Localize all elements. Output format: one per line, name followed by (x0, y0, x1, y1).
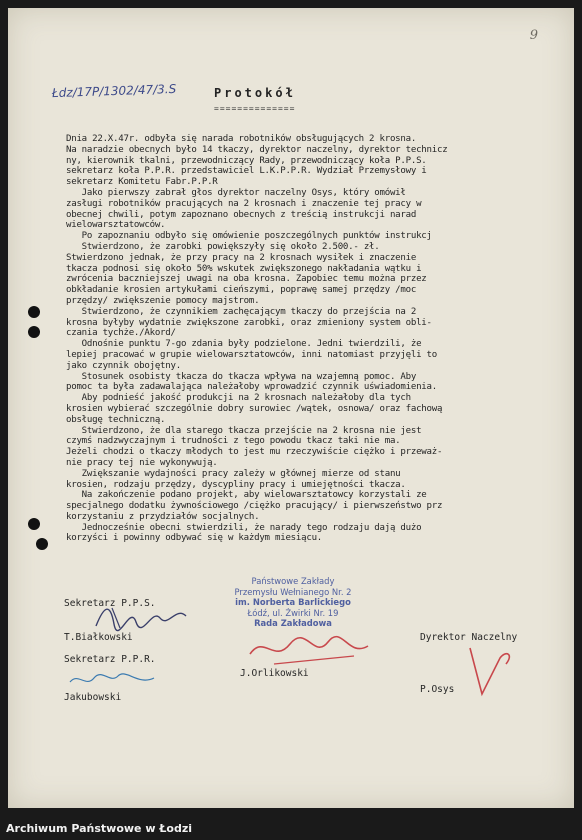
body-line: nie pracy tej nie wykonywują. (66, 457, 218, 468)
document-body (66, 134, 574, 544)
body-line: Zwiększanie wydajności pracy zależy w głównej mierze od stanu (66, 468, 401, 479)
pps-signature-scribble (92, 596, 192, 636)
director-title: Dyrektor Naczelny (420, 632, 518, 643)
body-line: obkładanie krosien artykułami cieńszymi, poprawę samej przędzy /moc (66, 285, 417, 296)
body-line: obsługę techniczną. (66, 414, 166, 425)
body-line: Aby podnieść jakość produkcji na 2 krosnach należałoby dla tych (66, 393, 411, 404)
body-line: czymś nadzwyczajnym i trudności z tego powodu tkacz taki nie ma. (66, 436, 401, 447)
body-line: czania tychże./Akord/ (66, 328, 176, 339)
document-page (8, 8, 574, 808)
rada-member-name: J.Orlikowski (240, 668, 309, 679)
stamp-line: Państwowe Zakłady (251, 576, 335, 586)
body-line: jako czynnik obojętny. (66, 360, 181, 371)
punch-hole (28, 518, 40, 530)
body-line: krosna byłyby wydatnie zwiększone zarobki, oraz zmieniony system obli- (66, 317, 432, 328)
body-line: tkacza podnosi się około 50% wskutek zwiększonego nakładania wątku i (66, 263, 422, 274)
ppr-secretary-title: Sekretarz P.P.R. (64, 654, 156, 665)
stamp-line: Przemysłu Wełnianego Nr. 2 (234, 586, 352, 597)
body-line: specjalnego dodatku żywnościowego /ciężko pracujący/ i pierwszeństwo prz (66, 501, 443, 512)
body-line: Odnośnie punktu 7-go zdania były podzielone. Jedni twierdzili, że (66, 339, 422, 350)
body-line: krosien, rodzaju przędzy, dyscypliny pracy i umiejętności tkacza. (66, 479, 406, 490)
body-line: zwrócenia baczniejszej uwagi na oba krosna. Zapobiec temu można przez (66, 274, 427, 285)
ppr-secretary-name: Jakubowski (64, 692, 122, 703)
body-line: krosien wybierać szczególnie dobry surowiec /wątek, osnowa/ oraz fachową (66, 403, 443, 414)
body-line: obecnej chwili, potym zapoznano obecnych z treścią instrukcji narad (66, 209, 417, 220)
institution-stamp (218, 576, 368, 629)
stamp-line: Łódź, ul. Żwirki Nr. 19 (247, 607, 339, 618)
body-line: pomoc ta była zadawalająca należałoby wprowadzić czynnik uświadomienia. (66, 382, 437, 393)
body-line: zasługi robotników pracujących na 2 krosnach i znaczenie tej pracy w (66, 198, 422, 209)
pps-secretary-name: T.Białkowski (64, 632, 133, 643)
rada-signature-scribble (244, 630, 374, 670)
director-name: P.Osys (420, 684, 455, 695)
body-line: Stwierdzono jednak, że przy pracy na 2 krosnach wysiłek i znaczenie (66, 252, 417, 263)
punch-hole (28, 326, 40, 338)
archive-footer (0, 808, 582, 840)
body-line: wielowarsztatowców. (66, 220, 166, 231)
body-line: Stosunek osobisty tkacza do tkacza wpływa na wzajemną pomoc. Aby (66, 371, 417, 382)
pps-secretary-title: Sekretarz P.P.S. (64, 598, 156, 609)
document-title: Protokół (214, 86, 296, 100)
ppr-signature-scribble (68, 668, 158, 692)
body-line: lepiej pracować w grupie wielowarsztatowców, inni natomiast przyjęli to (66, 349, 437, 360)
body-line: Na naradzie obecnych było 14 tkaczy, dyrektor naczelny, dyrektor technicz (66, 144, 448, 155)
body-line: Jednocześnie obecni stwierdzili, że narady tego rodzaju dają dużo (66, 522, 422, 533)
body-line: Dnia 22.X.47r. odbyła się narada robotników obsługujących 2 krosna. (66, 134, 417, 144)
body-line: Jako pierwszy zabrał głos dyrektor naczelny Osys, który omówił (66, 187, 406, 198)
stamp-line: Rada Zakładowa (254, 618, 332, 628)
body-line: ny, kierownik tkalni, przewodniczący Rady, przewodniczący koła P.P.S. (66, 155, 427, 166)
body-line: Stwierdzono, że czynnikiem zachęcającym tkaczy do przejścia na 2 (66, 306, 417, 317)
body-line: korzyści i powinny odbywać się w każdym miesiącu. (66, 533, 323, 544)
body-line: przędzy/ zwiększenie pomocy majstrom. (66, 295, 260, 306)
punch-hole (36, 538, 48, 550)
body-line: Na zakończenie podano projekt, aby wielowarsztatowcy korzystali ze (66, 490, 427, 501)
archive-label: Archiwum Państwowe w Łodzi (6, 822, 193, 835)
body-line: Jeżeli chodzi o tkaczy młodych to jest mu rzeczywiście ciężko i przeważ- (66, 447, 443, 458)
stamp-line: im. Norberta Barlickiego (235, 597, 351, 607)
archive-reference: Łdz/17P/1302/47/3.S (51, 81, 177, 101)
body-line: sekretarz Komitetu Fabr.P.P.R (66, 177, 218, 188)
director-signature-scribble (460, 640, 520, 700)
body-line: Po zapoznaniu odbyło się omówienie poszczególnych punktów instrukcj (66, 231, 432, 242)
body-line: Stwierdzono, że dla starego tkacza przejście na 2 krosna nie jest (66, 425, 422, 436)
body-line: korzystaniu z przydziałów socjalnych. (66, 511, 260, 522)
title-underline: ============== (214, 104, 296, 113)
body-line: sekretarz koła P.P.R. przedstawiciel L.K.P.P.R. Wydział Przemysłowy i (66, 166, 427, 177)
page-number-mark: 9 (529, 28, 538, 43)
body-line: Stwierdzono, że zarobki powiększyły się około 2.500.- zł. (66, 241, 380, 252)
punch-hole (28, 306, 40, 318)
